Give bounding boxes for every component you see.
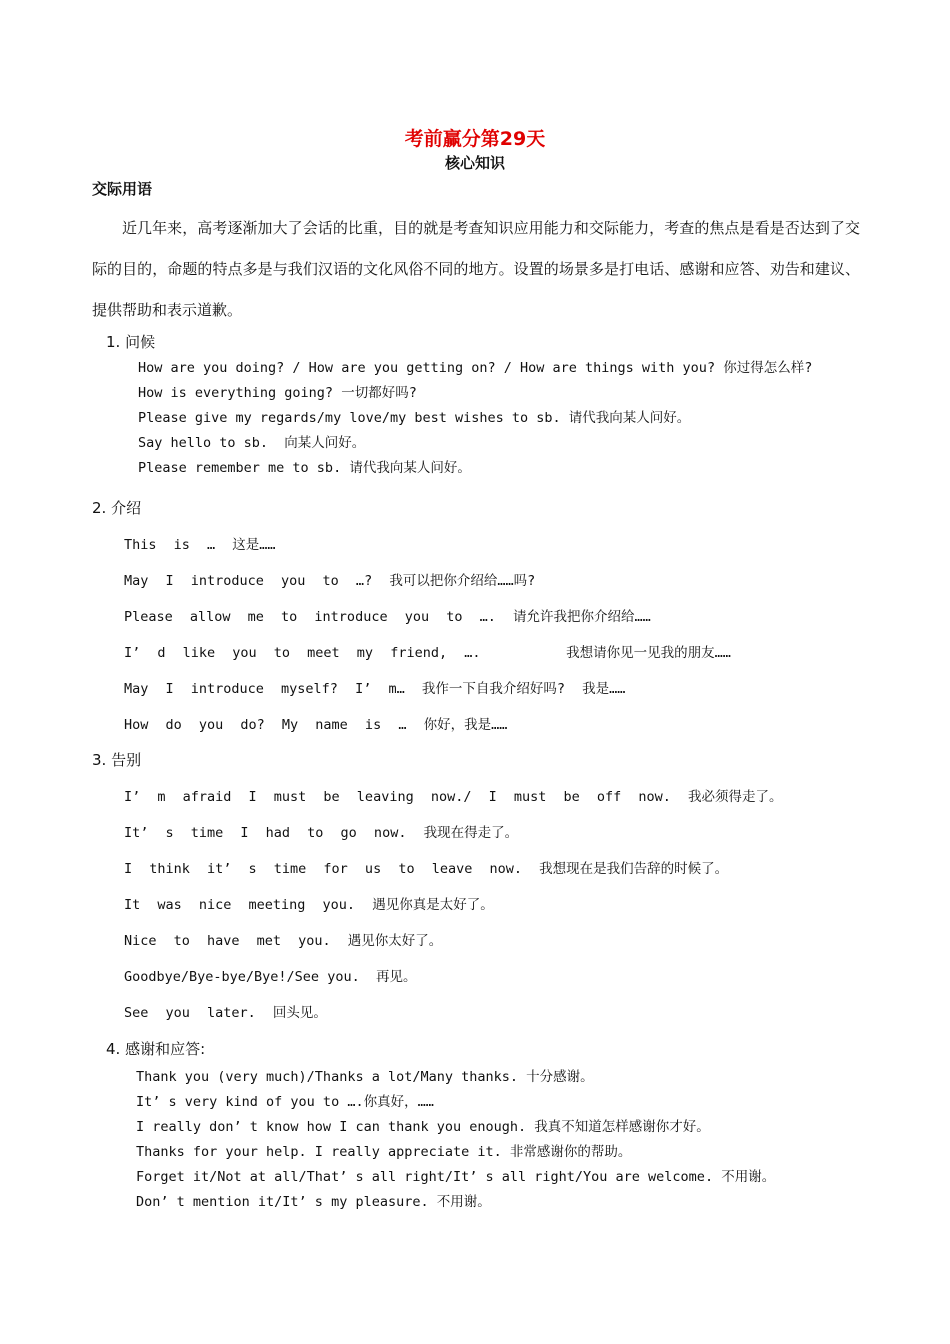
page-title: 考前赢分第29天	[404, 128, 546, 150]
section-1-line: How are you doing? / How are you getting on? / How are things with you? 你过得怎么样?	[138, 360, 813, 376]
section-2-line: May I introduce myself? I’ m… 我作一下自我介绍好吗? 我是……	[124, 681, 626, 697]
section-4-line: Thank you (very much)/Thanks a lot/Many thanks. 十分感谢。	[136, 1069, 594, 1085]
section-3-line: I’ m afraid I must be leaving now./ I must be off now. 我必须得走了。	[124, 789, 783, 805]
section-3-line: See you later. 回头见。	[124, 1005, 327, 1021]
section-1-line: Please give my regards/my love/my best wishes to sb. 请代我向某人问好。	[138, 410, 691, 426]
section-3-line: It’ s time I had to go now. 我现在得走了。	[124, 825, 519, 841]
section-4-line: Forget it/Not at all/That’ s all right/It’ s all right/You are welcome. 不用谢。	[136, 1169, 776, 1185]
section-1-line: How is everything going? 一切都好吗?	[138, 385, 417, 401]
page-subtitle: 核心知识	[444, 154, 505, 172]
section-3-line: Goodbye/Bye-bye/Bye!/See you. 再见。	[124, 969, 417, 985]
section-2-heading: 2. 介绍	[92, 499, 142, 517]
section-1-line: Please remember me to sb. 请代我向某人问好。	[138, 460, 471, 476]
section-1-line: Say hello to sb. 向某人问好。	[138, 435, 366, 451]
section-4-heading: 4. 感谢和应答:	[106, 1040, 206, 1058]
section-4-line: It’ s very kind of you to ….你真好，……	[136, 1094, 434, 1110]
section-1-heading: 1. 问候	[106, 333, 156, 351]
section-2-line: I’ d like you to meet my friend, …. 我想请你见一见我的朋友……	[124, 645, 731, 661]
section-4-line: I really don’ t know how I can thank you enough. 我真不知道怎样感谢你才好。	[136, 1119, 710, 1135]
section-heading: 交际用语	[92, 180, 153, 198]
section-2-line: May I introduce you to …? 我可以把你介绍给……吗?	[124, 573, 536, 589]
intro-paragraph: 近几年来，高考逐渐加大了会话的比重，目的就是考查知识应用能力和交际能力，考查的焦点是看是否达到了交际的目的，命题的特点多是与我们汉语的文化风俗不同的地方。设置的场景多是打电话、感谢和应答、劝告和建议、提供帮助和表示道歉。	[92, 219, 860, 319]
section-3-line: It was nice meeting you. 遇见你真是太好了。	[124, 897, 494, 913]
section-4-line: Thanks for your help. I really appreciate it. 非常感谢你的帮助。	[136, 1144, 632, 1160]
section-3-line: I think it’ s time for us to leave now. 我想现在是我们告辞的时候了。	[124, 861, 729, 877]
section-3-line: Nice to have met you. 遇见你太好了。	[124, 933, 443, 949]
section-2-line: Please allow me to introduce you to …. 请允许我把你介绍给……	[124, 609, 651, 625]
section-4-line: Don’ t mention it/It’ s my pleasure. 不用谢。	[136, 1194, 491, 1210]
section-2-line: How do you do? My name is … 你好，我是……	[124, 717, 508, 733]
section-3-heading: 3. 告别	[92, 751, 142, 769]
section-2-line: This is … 这是……	[124, 537, 276, 553]
